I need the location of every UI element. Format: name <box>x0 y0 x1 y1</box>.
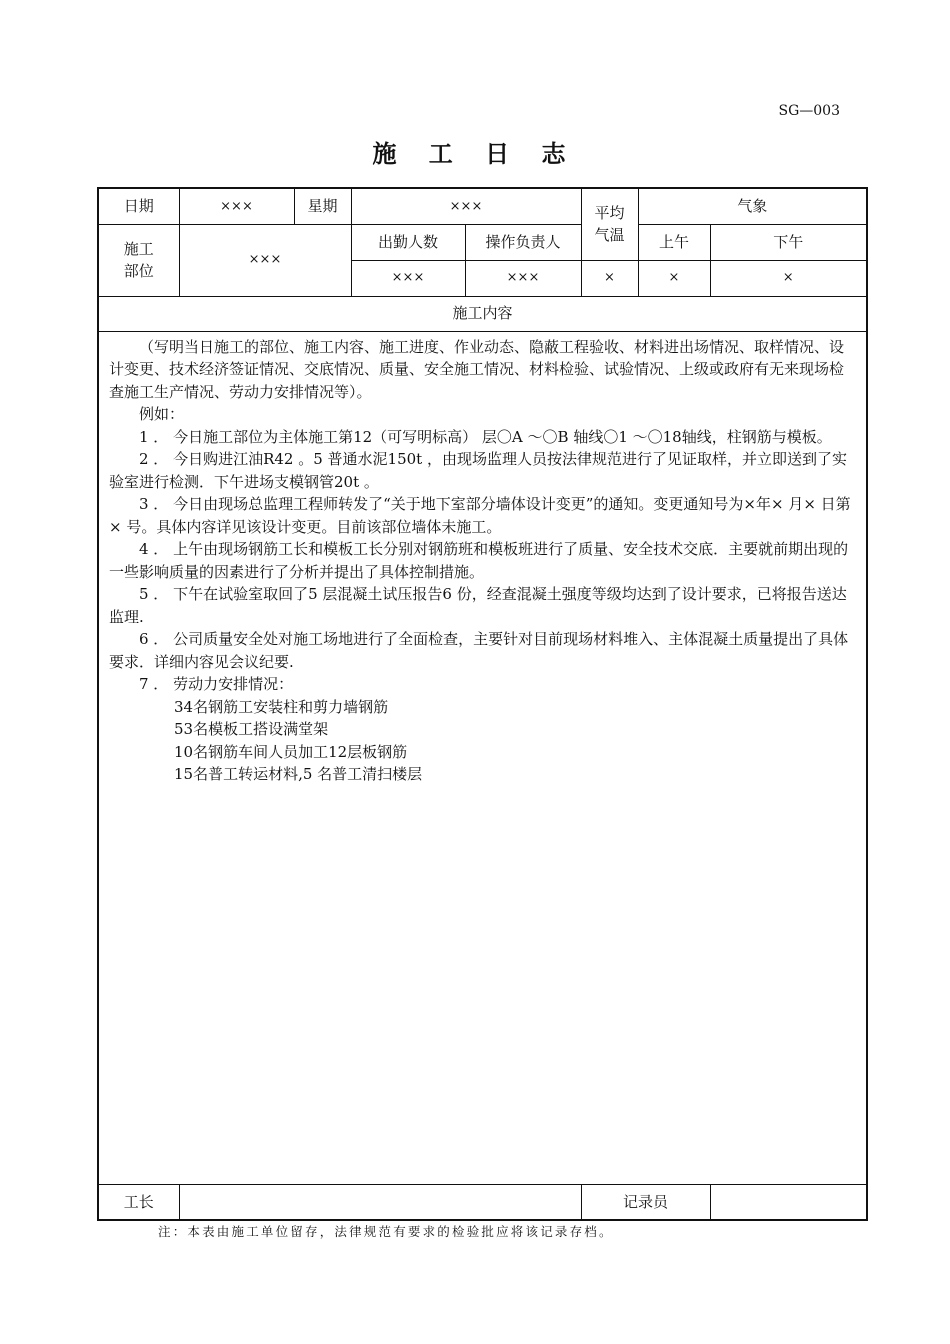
content-item-5: 5 ． 下午在试验室取回了5 层混凝土试压报告6 份，经查混凝土强度等级均达到了设计要求，已将报告送达监理. <box>109 585 847 626</box>
content-intro: （写明当日施工的部位、施工内容、施工进度、作业动态、隐蔽工程验收、材料进出场情况、取样情况、设计变更、技术经济签证情况、交底情况、质量、安全施工情况、材料检验、试验情况、上级或政府有无来现场检查施工生产情况、劳动力安排情况等）。 <box>109 337 845 401</box>
form-code: SG—003 <box>778 103 840 119</box>
content-item-3: 3 ． 今日由现场总监理工程师转发了“关于地下室部分墙体设计变更”的通知。变更通知号为×年× 月× 日第× 号。具体内容详见该设计变更。目前该部位墙体未施工。 <box>109 495 851 536</box>
weekday-label: 星期 <box>294 188 351 224</box>
construction-log-table <box>97 187 868 1221</box>
content-item-2: 2 ． 今日购进江油R42 。5 普通水泥150t ，由现场监理人员按法律规范进行了见证取样，并立即送到了实验室进行检测．下午进场支模钢管20t 。 <box>109 450 847 491</box>
foreman-value[interactable] <box>179 1184 581 1220</box>
labor-item-1: 34名钢筋工安装柱和剪力墙钢筋 <box>174 697 389 716</box>
recorder-label: 记录员 <box>581 1184 710 1220</box>
location-label-line2: 部位 <box>123 262 154 280</box>
avg-temp-value[interactable]: × <box>581 260 638 296</box>
weekday-value[interactable]: ××× <box>351 188 581 224</box>
content-section-title: 施工内容 <box>98 296 867 331</box>
page-title: 施 工 日 志 <box>372 139 578 168</box>
location-value[interactable]: ××× <box>179 224 351 296</box>
avg-temp-label <box>581 188 638 260</box>
foreman-label: 工长 <box>98 1184 179 1220</box>
content-body[interactable] <box>98 331 867 1184</box>
location-label-line1: 施工 <box>123 239 154 258</box>
recorder-value[interactable] <box>710 1184 867 1220</box>
date-value[interactable]: ××× <box>179 188 294 224</box>
attendance-value[interactable]: ××× <box>351 260 465 296</box>
operator-label: 操作负责人 <box>465 224 581 260</box>
labor-item-4: 15名普工转运材料,5 名普工清扫楼层 <box>174 765 423 783</box>
weather-label: 气象 <box>638 188 867 224</box>
content-item-6: 6 ． 公司质量安全处对施工场地进行了全面检查，主要针对目前现场材料堆入、主体混凝土质量提出了具体要求．详细内容见会议纪要. <box>109 630 849 671</box>
content-item-4: 4 ． 上午由现场钢筋工长和模板工长分别对钢筋班和模板班进行了质量、安全技术交底．主要就前期出现的一些影响质量的因素进行了分析并提出了具体控制措施。 <box>109 540 849 581</box>
labor-item-2: 53名模板工搭设满堂架 <box>174 720 329 738</box>
morning-value[interactable]: × <box>638 260 710 296</box>
morning-label: 上午 <box>638 224 710 260</box>
content-item-1: 1 ． 今日施工部位为主体施工第12（可写明标高） 层〇A ～〇B 轴线〇1 ～〇18轴线，柱钢筋与模板。 <box>139 427 832 446</box>
example-label: 例如： <box>139 405 185 423</box>
footnote: 注：本表由施工单位留存，法律规范有要求的检验批应将该记录存档。 <box>158 1224 614 1239</box>
avg-temp-label-line2: 气温 <box>594 226 625 245</box>
afternoon-label: 下午 <box>710 224 867 260</box>
avg-temp-label-line1: 平均 <box>594 203 625 222</box>
afternoon-value[interactable]: × <box>710 260 867 296</box>
location-label <box>98 224 179 296</box>
attendance-label: 出勤人数 <box>351 224 465 260</box>
labor-item-3: 10名钢筋车间人员加工12层板钢筋 <box>174 742 408 761</box>
operator-value[interactable]: ××× <box>465 260 581 296</box>
content-item-7: 7 ． 劳动力安排情况： <box>139 675 294 693</box>
date-label: 日期 <box>98 188 179 224</box>
